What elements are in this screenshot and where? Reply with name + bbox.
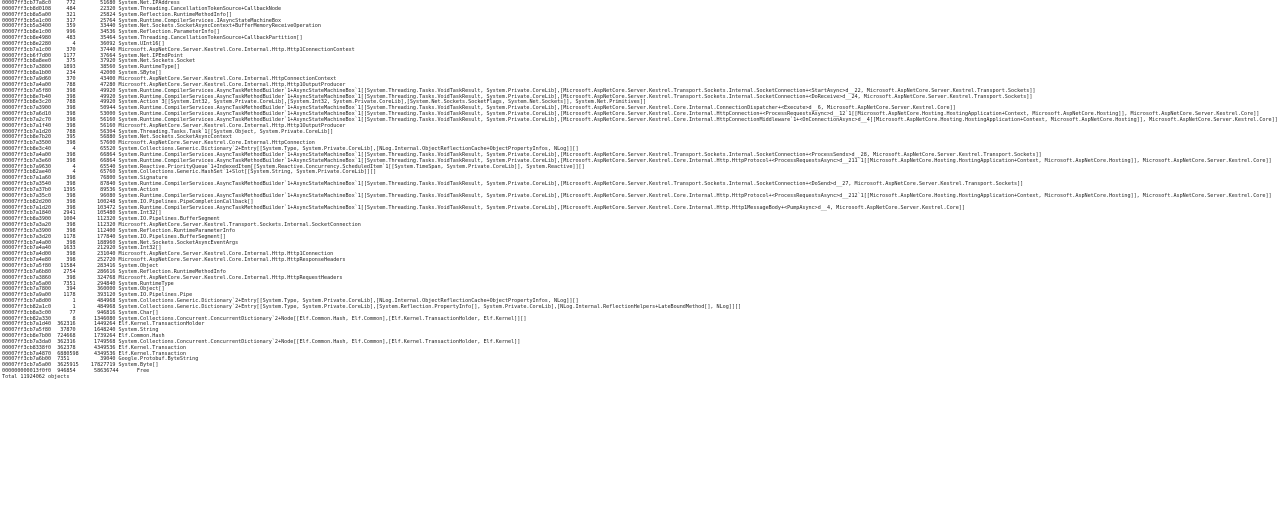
output-line: 00007ff3cb7a1d20 398 103472 System.Runtime.CompilerServices.AsyncTaskMethodBuilder`1+AsyncStateMachineBox`1[[System.Threading.Tasks.VoidTaskResult, System.Private.CoreLib],[Microsoft.AspNetCore.Server.Kestrel.Core.Internal.Http.Http1MessageBody+<PumpAsync>d__4, Microsoft.AspNetCore.Server.Kestrel.Core]] [2,204,965,211]
output-line: 00007ff3cb8a3c00 77 946816 System.Char[] [2,309,159,316]
output-line: 000000000013f0f0 946854 58636744 Free [2,368,150,375]
output-line: 00007ff3cb7a4d00 398 231040 Microsoft.AspNetCore.Server.Kestrel.Core.Internal.Http.Http1Connection [2,251,334,258]
output-line: 00007ff3cb8d0108 484 22320 System.Threading.CancellationTokenSource+CallbackNode [2,5,282,12]
output-line: 00007ff3cb8e1c00 996 34536 System.Reflection.ParameterInfo[] [2,29,220,36]
output-line: 00007ff3cb6f7d00 1177 37664 System.Net.IPEndPoint [2,52,183,59]
output-line: 00007ff3cb8a8ee0 375 37920 System.Net.Sockets.Socket [2,58,196,65]
output-line: 00007ff3cb8e2280 4 36092 System.UInt16[] [2,40,165,47]
output-line: 00007ff3cb7a5f80 37870 1648240 System.String [2,327,159,334]
output-line: 00007ff3cb7a7800 394 360000 System.Object[] [2,286,165,293]
output-line: 00007ff3cb77a8c0 772 51680 System.Net.IPAddress [2,0,180,6]
output-line: 00007ff3cb82a1c0 1 484968 System.Collections.Generic.Dictionary`2+Entry[[System.Type, System.Private.CoreLib],[System.Reflection.PropertyInfo[], System.Private.CoreLib],[NLog.Internal.ReflectionHelpers+LateBoundMethod[], NLog]][] [2,303,742,310]
output-line: 00007ff3cb7a3500 398 57600 Microsoft.AspNetCore.Server.Kestrel.Core.Internal.HttpConnection [2,140,315,147]
output-line: 00007ff3cb7a3da0 362316 1749568 System.Collections.Concurrent.ConcurrentDictionary`2+Node[[Elf.Common.Hash, Elf.Common],[Elf.Kernel.TransactionHolder, Elf.Kernel]] [2,338,521,345]
output-line: 00007ff3cb7a1d20 788 56304 System.Threading.Tasks.Task`1[[System.Object, System.Private.CoreLib]] [2,128,334,135]
output-line: 00007ff3cb7a4a00 788 47280 Microsoft.AspNetCore.Server.Kestrel.Core.Internal.Http.Http1OutputProducer [2,81,346,88]
output-line: 00007ff3cb7a3d20 1178 177840 System.IO.Pipelines.BufferSegment[] [2,233,226,240]
output-line: 00007ff3cb7a6d10 398 53000 System.Runtime.CompilerServices.AsyncTaskMethodBuilder`1+AsyncStateMachineBox`1[[System.Threading.Tasks.VoidTaskResult, System.Private.CoreLib],[Microsoft.AspNetCore.Server.Kestrel.Core.Internal.HttpConnection+<ProcessRequestsAsync>d__12`1[[Microsoft.AspNetCore.Hosting.HostingApplication+Context, Microsoft.AspNetCore.Hosting]], Microsoft.AspNetCore.Server.Kestrel.Core]] [2,111,1260,118]
output-line: 00007ff3cb8e3c40 4 65520 System.Collections.Generic.Dictionary`2+Entry[[System.Type, System.Private.CoreLib],[NLog.Internal.ObjectReflectionCache+ObjectPropertyInfos, NLog]][] [2,146,579,153]
output-line: 00007ff3cb8a1b00 234 42000 System.SByte[] [2,70,162,77]
output-line: 00007ff3cb7a4a40 1633 212920 System.Int32[] [2,245,162,252]
output-line: 00007ff3cb82a330 8 1346080 System.Collections.Concurrent.ConcurrentDictionary`2+Node[[Elf.Common.Hash, Elf.Common],[Elf.Kernel.TransactionHolder, Elf.Kernel]][] [2,315,527,322]
output-line: 00007ff3cb8e4980 483 35464 System.Threading.CancellationTokenSource+CallbackPartition[] [2,35,303,42]
output-line: 00007ff3cb7a1c00 370 37440 Microsoft.AspNetCore.Server.Kestrel.Core.Internal.Http.Http1ConnectionContext [2,46,355,53]
output-line: 00007ff3cb8338f0 362378 4349536 Elf.Kernel.Transaction [2,344,187,351]
output-line: 00007ff3cb7a3540 398 87840 System.Runtime.CompilerServices.AsyncTaskMethodBuilder`1+AsyncStateMachineBox`1[[System.Threading.Tasks.VoidTaskResult, System.Private.CoreLib],[Microsoft.AspNetCore.Server.Kestrel.Transport.Sockets.Internal.SocketConnection+<DoSend>d__27, Microsoft.AspNetCore.Server.Kestrel.Transport.Sockets]] [2,181,1024,188]
output-line: 00007ff3cb7a4a00 398 188960 System.Net.Sockets.SocketAsyncEventArgs [2,239,239,246]
output-line: 00007ff3cb7a9a00 1178 393120 System.IO.Pipelines.Pipe [2,292,193,299]
output-line: 00007ff3cb82ae40 4 65760 System.Collections.Generic.HashSet`1+Slot[[System.String, System.Private.CoreLib]][] [2,169,377,176]
output-line: 00007ff3cb7a9d60 370 43400 Microsoft.AspNetCore.Server.Kestrel.Core.Internal.HttpConnectionContext [2,75,337,82]
output-line: 00007ff3cb7a8d00 1 484968 System.Collections.Generic.Dictionary`2+Entry[[System.Type, System.Private.CoreLib],[NLog.Internal.ObjectReflectionCache+ObjectPropertyInfos, NLog]][] [2,298,579,305]
output-line: 00007ff3cb7a6b00 7351 39040 Google.Protobuf.ByteString [2,356,199,363]
output-line: 00007ff3cb82d200 398 100248 System.IO.Pipelines.PipeCompletionCallback[] [2,198,254,205]
output-line: 00007ff3cb7a1840 2941 105480 System.Int32[] [2,210,162,217]
output-line: 00007ff3cb7a1d40 362316 1449264 Elf.Kernel.TransactionHolder [2,321,205,328]
output-line: 00007ff3cb7a6b80 2754 286616 System.Reflection.RuntimeMethodInfo [2,268,226,275]
output-line: 00007ff3cb7a5f80 398 49920 System.Runtime.CompilerServices.AsyncTaskMethodBuilder`1+AsyncStateMachineBox`1[[System.Threading.Tasks.VoidTaskResult, System.Private.CoreLib],[Microsoft.AspNetCore.Server.Kestrel.Transport.Sockets.Internal.SocketConnection+<StartAsync>d__22, Microsoft.AspNetCore.Server.Kestrel.Transport.Sockets]] [2,87,1036,94]
output-line: 00007ff3cb7a5a00 7351 294840 System.RuntimeType [2,280,174,287]
output-line: 00007ff3cb5a1c00 317 25764 System.Runtime.CompilerServices.IAsyncStateMachineBox [2,17,282,24]
output-line: 00007ff3cb7a3a20 398 112320 Microsoft.AspNetCore.Server.Kestrel.Transport.Sockets.Internal.SocketConnection [2,222,361,229]
output-line: 00007ff3cb7a3e60 398 66864 System.Runtime.CompilerServices.AsyncTaskMethodBuilder`1+AsyncStateMachineBox`1[[System.Threading.Tasks.VoidTaskResult, System.Private.CoreLib],[Microsoft.AspNetCore.Server.Kestrel.Core.Internal.Http.HttpProtocol+<ProcessRequestsAsync>d__211`1[[Microsoft.AspNetCore.Hosting.HostingApplication+Context, Microsoft.AspNetCore.Hosting]], Microsoft.AspNetCore.Server.Kestrel.Core]] [2,157,1272,164]
output-line: 00007ff3cb7a3900 398 50944 System.Runtime.CompilerServices.AsyncTaskMethodBuilder`1+AsyncStateMachineBox`1[[System.Threading.Tasks.VoidTaskResult, System.Private.CoreLib],[Microsoft.AspNetCore.Server.Kestrel.Core.Internal.ConnectionDispatcher+<Execute>d__6, Microsoft.AspNetCore.Server.Kestrel.Core]] [2,105,956,112]
output-line: 00007ff3cb7a5f80 11584 283416 System.Object [2,262,159,269]
output-line: 00007ff3cb7a5a00 3625915 17827719 System.Byte[] [2,362,159,369]
output-line: 00007ff3cb7a1f40 398 56160 Microsoft.AspNetCore.Server.Kestrel.Core.Internal.Http.Http1OutputProducer [2,122,346,129]
output-line: 00007ff3cb7a35c0 398 96080 System.Runtime.CompilerServices.AsyncTaskMethodBuilder`1+AsyncStateMachineBox`1[[System.Threading.Tasks.VoidTaskResult, System.Private.CoreLib],[Microsoft.AspNetCore.Server.Kestrel.Core.Internal.Http.HttpProtocol+<ProcessRequestsAsync>d__212`1[[Microsoft.AspNetCore.Hosting.HostingApplication+Context, Microsoft.AspNetCore.Hosting]], Microsoft.AspNetCore.Server.Kestrel.Core]] [2,192,1272,199]
output-line: 00007ff3cb7a4e80 398 252720 Microsoft.AspNetCore.Server.Kestrel.Core.Internal.Http.HttpResponseHeaders [2,257,346,264]
output-line: 00007ff3cb7a1a60 398 76800 System.Signature [2,175,168,182]
output-line: 00007ff3cb8e3c20 788 49920 System.Action`3[[System.Int32, System.Private.CoreLib],[System.Int32, System.Private.CoreLib],[System.Net.Sockets.SocketFlags, System.Net.Sockets]], System.Net.Primitives]] [2,99,647,106]
output-line: Total 11924062 objects [2,374,70,380]
output-line: 00007ff3cb7a3860 398 324768 Microsoft.AspNetCore.Server.Kestrel.Core.Internal.Http.HttpRequestHeaders [2,274,343,281]
output-line: 00007ff3cb5a3400 359 33440 System.Net.Sockets.SocketAsyncContext+BufferMemoryReceiveOperation [2,23,321,30]
output-line: 00007ff3cb8e7b00 724668 1739264 Elf.Common.Hash [2,333,165,340]
output-line: 00007ff3cb7a4a00 398 66864 System.Runtime.CompilerServices.AsyncTaskMethodBuilder`1+AsyncStateMachineBox`1[[System.Threading.Tasks.VoidTaskResult, System.Private.CoreLib],[Microsoft.AspNetCore.Server.Kestrel.Transport.Sockets.Internal.SocketConnection+<ProcessSends>d__28, Microsoft.AspNetCore.Server.Kestrel.Transport.Sockets]] [2,151,1042,158]
output-line: 00007ff3cb7a4870 6880598 4349536 Elf.Kernel.Transaction [2,350,187,357]
output-line: 00007ff3cb8e7b20 395 56880 System.Net.Sockets.SocketAsyncContext [2,134,233,141]
output-line: 00007ff3cb8e7b40 398 49920 System.Runtime.CompilerServices.AsyncTaskMethodBuilder`1+AsyncStateMachineBox`1[[System.Threading.Tasks.VoidTaskResult, System.Private.CoreLib],[Microsoft.AspNetCore.Server.Kestrel.Transport.Sockets.Internal.SocketConnection+<DoReceive>d__24, Microsoft.AspNetCore.Server.Kestrel.Transport.Sockets]] [2,93,1033,100]
output-line: 00007ff3cb7a3900 398 112400 System.Reflection.RuntimeParameterInfo [2,227,236,234]
output-line: 00007ff3cb7a9630 4 65540 System.Reactive.PriorityQueue`1+IndexedItem[[System.Reactive.Concurrency.ScheduledItem`1[[System.TimeSpan, System.Private.CoreLib]], System.Reactive]][] [2,163,585,170]
output-line: 00007ff3cb8a3900 1004 112320 System.IO.Pipelines.BufferSegment [2,216,220,223]
output-line: 00007ff3cb8a5a00 321 25824 System.Reflection.RuntimeMethodInfo[] [2,11,233,18]
output-line: 00007ff3cb7a37b0 1395 89536 System.Action [2,187,159,193]
output-line: 00007ff3cb7a3800 1893 38560 System.RuntimeType[] [2,64,180,71]
output-line: 00007ff3cb7a2c70 398 56160 System.Runtime.CompilerServices.AsyncTaskMethodBuilder`1+AsyncStateMachineBox`1[[System.Threading.Tasks.VoidTaskResult, System.Private.CoreLib],[Microsoft.AspNetCore.Server.Kestrel.Core.Internal.HttpConnectionMiddleware`1+<OnConnectionAsync>d__4[[Microsoft.AspNetCore.Hosting.HostingApplication+Context, Microsoft.AspNetCore.Hosting]], Microsoft.AspNetCore.Server.Kestrel.Core]] [2,116,1278,123]
